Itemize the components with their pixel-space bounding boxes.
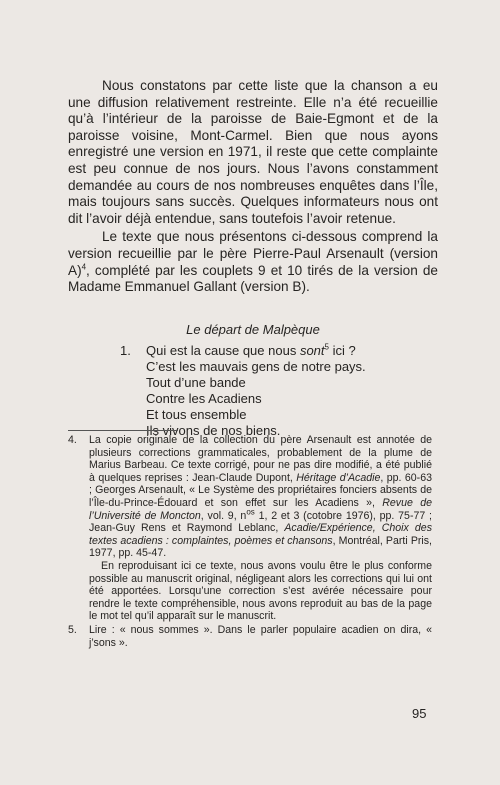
paragraph-2: [68, 229, 438, 295]
footnote-4-text-h: , Montréal, Parti Pris, 1977, pp. 45-47.: [89, 534, 433, 560]
footnote-ref-4: 4: [81, 262, 87, 271]
footnote-4-title-heritage: Héritage d’Acadie: [296, 471, 381, 484]
footnote-ref-5: 5: [324, 342, 329, 352]
footnote-4-paragraph-1: [89, 434, 432, 560]
footnote-4-text-e: , vol. 9, n: [200, 509, 247, 522]
footnote-4-title-revue: Revue de l’Université de Moncton: [89, 496, 432, 522]
stanza-lines: [120, 343, 420, 439]
poem-line-4: Contre les Acadiens: [146, 391, 262, 406]
poem-line-6: Ils vivons de nos biens.: [146, 423, 281, 438]
footnote-4-number: 4.: [68, 434, 77, 446]
poem-title: Le départ de Malpèque: [186, 322, 320, 337]
footnotes: [68, 434, 432, 649]
footnote-rule: [68, 430, 178, 431]
stanza-number: 1.: [120, 343, 131, 358]
main-text: [68, 78, 438, 296]
footnote-5: [68, 624, 432, 649]
paragraph-1: Nous constatons par cette liste que la chanson a eu une diffusion relativement restreinte. Elle n’a été recueillie qu’à l’intérieur de la paroisse de Baie-Egmont et de la paroisse voisine, Mont-Carmel. Bien que nous ayons enregistré une version en 1971, il reste que cette complainte est peu connue de nos jours. Nous l’avons constamment demandée au cours de nos nombreuses enquêtes dans l’Île, mais toujours sans succès. Quelques informateurs nous ont dit l’avoir déjà entendue, sans toutefois l’avoir retenue.: [68, 78, 438, 226]
footnote-4-superscript: os: [246, 507, 255, 517]
footnote-4-text-f: 1, 2 et 3 (cotobre 1976), pp. 75-77 ; Jean-Guy Rens et Raymond Leblanc,: [89, 509, 432, 535]
footnote-4-text-a: La copie originale de la collection du père Arsenault est annotée de plusieurs corrections grammaticales, probablement de la plume de Marius Barbeau. Ce texte corrigé, pour ne pas dire modifié, a été publié à quelques reprises : Jean-Claude Dupont,: [89, 434, 432, 484]
footnote-5-text: Lire : « nous sommes ». Dans le parler populaire acadien on dira, « j’sons ».: [89, 623, 432, 649]
poem-line-2: C’est les mauvais gens de notre pays.: [146, 359, 366, 374]
paragraph-2-text-b: , complété par les couplets 9 et 10 tirés de la version de Madame Emmanuel Gallant (version B).: [68, 262, 438, 295]
poem-line-5: Et tous ensemble: [146, 407, 247, 422]
footnote-4-title-acadie: Acadie/Expérience, Choix des textes acadiens : complaintes, poèmes et chansons: [89, 522, 432, 547]
paragraph-2-text-a: Le texte que nous présentons ci-dessous comprend la version recueillie par le père Pierre-Paul Arsenault (version A): [68, 229, 438, 278]
poem-line-1-b: ici ?: [328, 343, 356, 358]
poem-line-1: [146, 343, 420, 359]
footnote-4: [68, 434, 432, 623]
poem-line-3: Tout d’une bande: [146, 375, 246, 390]
page-number: 95: [412, 706, 427, 721]
footnote-4-text-c: , pp. 60-63 ; Georges Arsenault, « Le Système des propriétaires fonciers absents de l’Île-du-Prince-Édouard et son effet sur les Acadiens »,: [89, 471, 432, 509]
footnote-4-paragraph-2: En reproduisant ici ce texte, nous avons voulu être le plus conforme possible au manuscrit original, négligeant alors les corrections qui lui ont été apportées. Lorsqu’une correction s’est avérée nécessaire pour rendre le texte compréhensible, nous avons reproduit au bas de la page le mot tel qu’il apparaît sur le manuscrit.: [89, 559, 432, 623]
footnote-5-number: 5.: [68, 623, 77, 636]
poem-line-1-italic: sont: [299, 343, 325, 358]
poem-line-1-a: Qui est la cause que nous: [146, 343, 300, 358]
poem-stanza: [120, 343, 420, 439]
